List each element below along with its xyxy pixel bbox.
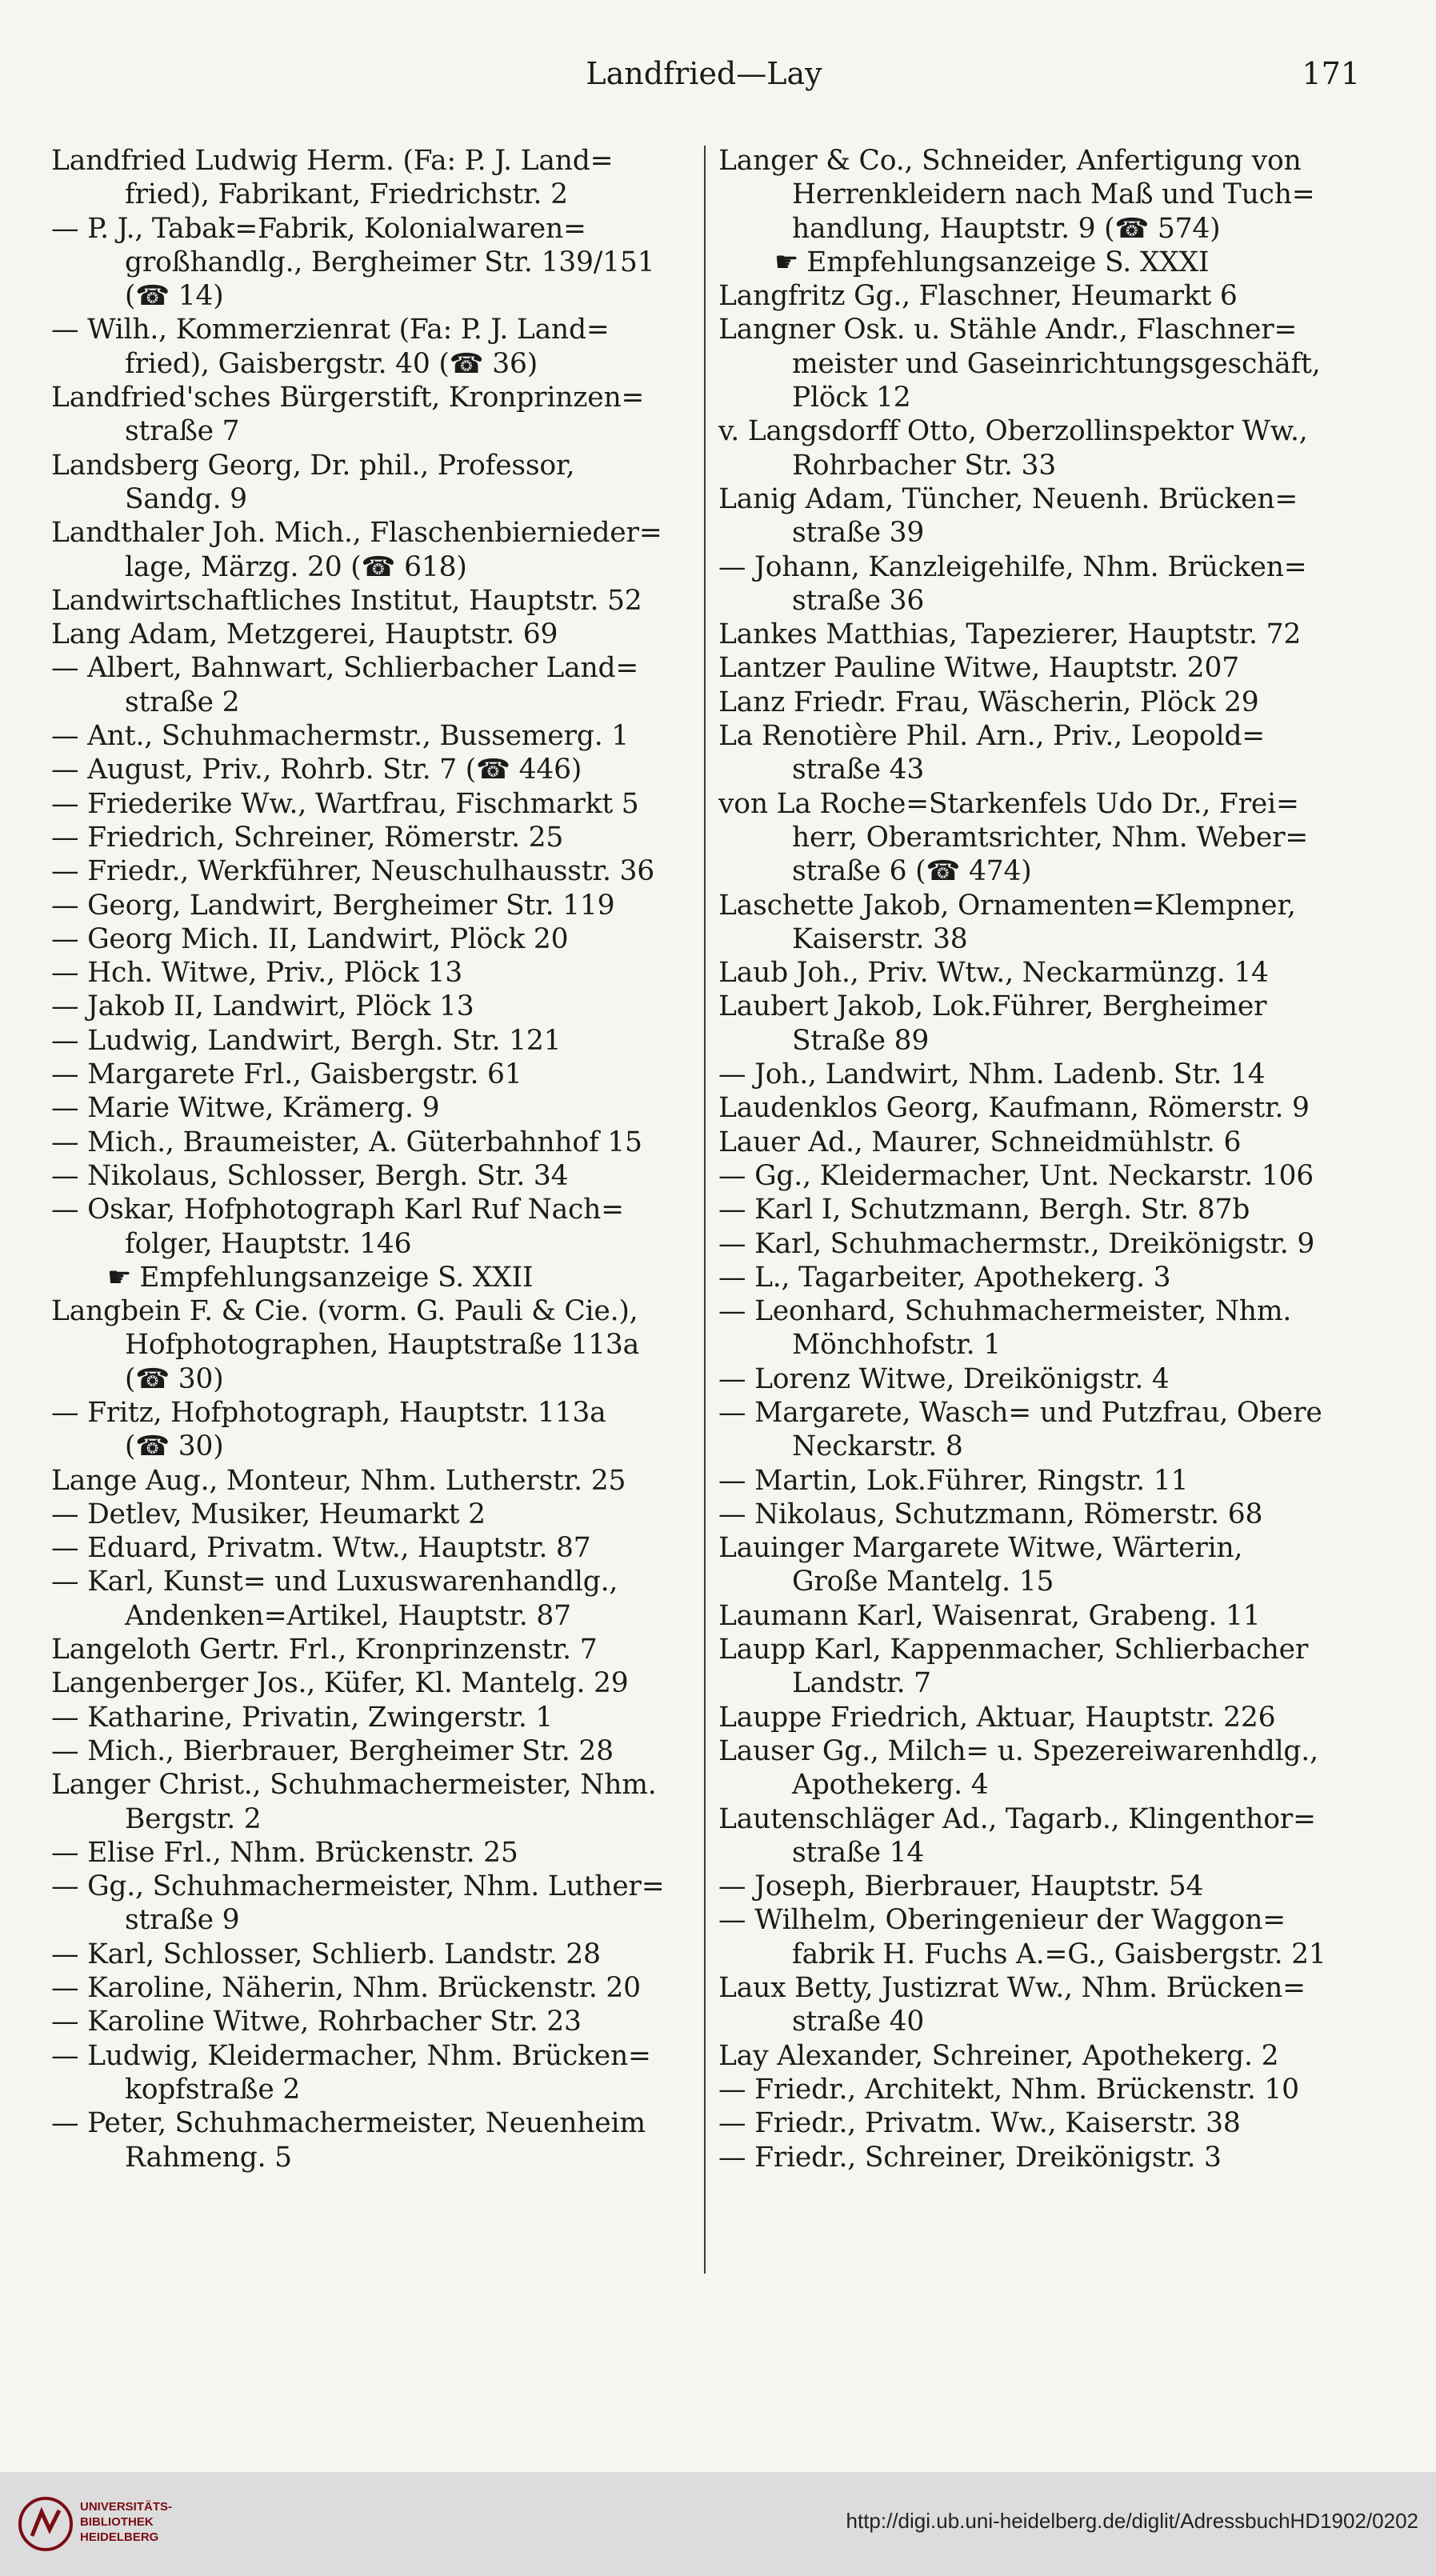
entry-continuation-line: Rohrbacher Str. 33 bbox=[792, 449, 1056, 482]
entry-continuation-line: fabrik H. Fuchs A.=G., Gaisbergstr. 21 bbox=[792, 1938, 1326, 1970]
advertisement-notice bbox=[718, 246, 1368, 279]
directory-entry bbox=[51, 1971, 696, 2005]
directory-entry bbox=[718, 414, 1368, 482]
entry-line: Laudenklos Georg, Kaufmann, Römerstr. 9 bbox=[718, 1092, 1310, 1125]
library-line-1: UNIVERSITÄTS- bbox=[80, 2500, 173, 2514]
entry-continuation-line: Plöck 12 bbox=[792, 382, 911, 414]
directory-entry bbox=[718, 1058, 1368, 1091]
entry-line: — Georg, Landwirt, Bergheimer Str. 119 bbox=[51, 889, 615, 922]
directory-entry bbox=[51, 1498, 696, 1531]
page-title: Landfried—Lay bbox=[586, 56, 822, 91]
directory-entry bbox=[51, 990, 696, 1023]
directory-entry bbox=[51, 1938, 696, 1971]
directory-entry bbox=[718, 651, 1368, 685]
entry-continuation-line: fried), Fabrikant, Friedrichstr. 2 bbox=[125, 178, 568, 211]
directory-entry bbox=[718, 1734, 1368, 1802]
entry-continuation-line: (☎ 14) bbox=[125, 280, 224, 313]
entry-continuation-line: Andenken=Artikel, Hauptstr. 87 bbox=[125, 1599, 571, 1632]
entry-continuation-line: folger, Hauptstr. 146 bbox=[125, 1227, 412, 1260]
advertisement-notice bbox=[51, 1261, 696, 1294]
directory-entry bbox=[51, 651, 696, 719]
directory-entry bbox=[718, 1599, 1368, 1633]
directory-entry bbox=[718, 1498, 1368, 1531]
entry-continuation-line: straße 36 bbox=[792, 584, 925, 617]
entry-line: — Margarete, Wasch= und Putzfrau, Obere bbox=[718, 1396, 1322, 1429]
entry-line: — Gg., Kleidermacher, Unt. Neckarstr. 106 bbox=[718, 1159, 1314, 1192]
entry-continuation-line: Sandg. 9 bbox=[125, 482, 247, 515]
entry-continuation-line: kopfstraße 2 bbox=[125, 2073, 301, 2106]
entry-continuation-line: straße 14 bbox=[792, 1836, 925, 1869]
directory-entry bbox=[51, 1091, 696, 1125]
directory-entry bbox=[718, 1903, 1368, 1971]
entry-continuation-line: Straße 89 bbox=[792, 1024, 930, 1057]
entry-continuation-line: meister und Gaseinrichtungsgeschäft, bbox=[792, 347, 1321, 380]
entry-line: — Albert, Bahnwart, Schlierbacher Land= bbox=[51, 652, 639, 685]
entry-line: — Georg Mich. II, Landwirt, Plöck 20 bbox=[51, 922, 569, 955]
directory-entry bbox=[718, 313, 1368, 414]
directory-entry bbox=[718, 1701, 1368, 1734]
entry-line: — Katharine, Privatin, Zwingerstr. 1 bbox=[51, 1701, 554, 1734]
entry-continuation-line: straße 6 (☎ 474) bbox=[792, 855, 1032, 888]
entry-line: Lang Adam, Metzgerei, Hauptstr. 69 bbox=[51, 618, 558, 651]
entry-continuation-line: Bergstr. 2 bbox=[125, 1802, 262, 1835]
directory-entry bbox=[51, 1734, 696, 1768]
entry-continuation-line: (☎ 30) bbox=[125, 1430, 224, 1463]
entry-line: — August, Priv., Rohrb. Str. 7 (☎ 446) bbox=[51, 754, 582, 786]
running-head bbox=[48, 50, 1360, 98]
entry-line: — Mich., Bierbrauer, Bergheimer Str. 28 bbox=[51, 1734, 614, 1767]
entry-continuation-line: lage, Märzg. 20 (☎ 618) bbox=[125, 550, 467, 583]
entry-line: — Karl, Schuhmachermstr., Dreikönigstr. 9 bbox=[718, 1227, 1315, 1260]
entry-line: — Friedr., Werkführer, Neuschulhausstr. 36 bbox=[51, 855, 654, 888]
entry-line: Langfritz Gg., Flaschner, Heumarkt 6 bbox=[718, 280, 1238, 313]
entry-line: Laumann Karl, Waisenrat, Grabeng. 11 bbox=[718, 1599, 1261, 1632]
entry-line: — Karoline Witwe, Rohrbacher Str. 23 bbox=[51, 2006, 582, 2038]
entry-continuation-line: herr, Oberamtsrichter, Nhm. Weber= bbox=[792, 821, 1309, 854]
entry-line: Laux Betty, Justizrat Ww., Nhm. Brücken= bbox=[718, 1972, 1306, 2005]
directory-entry bbox=[51, 1768, 696, 1836]
directory-entry bbox=[718, 246, 1368, 279]
entry-line: Landwirtschaftliches Institut, Hauptstr. 52 bbox=[51, 584, 642, 617]
directory-entry bbox=[718, 1531, 1368, 1599]
notice-text: Empfehlungsanzeige S. XXXI bbox=[806, 246, 1210, 278]
entry-line: — Fritz, Hofphotograph, Hauptstr. 113a bbox=[51, 1396, 606, 1429]
right-column bbox=[718, 144, 1368, 2174]
directory-entry bbox=[718, 482, 1368, 550]
directory-entry bbox=[718, 686, 1368, 719]
entry-continuation-line: straße 9 bbox=[125, 1904, 240, 1937]
entry-continuation-line: Landstr. 7 bbox=[792, 1667, 931, 1700]
directory-entry bbox=[718, 1227, 1368, 1261]
directory-entry bbox=[51, 1058, 696, 1091]
entry-line: — Friedr., Architekt, Nhm. Brückenstr. 10 bbox=[718, 2073, 1299, 2106]
directory-entry bbox=[51, 1531, 696, 1565]
directory-entry bbox=[718, 1193, 1368, 1226]
directory-entry bbox=[51, 1294, 696, 1396]
directory-entry bbox=[51, 313, 696, 381]
directory-entry bbox=[51, 753, 696, 786]
directory-entry bbox=[51, 1261, 696, 1294]
entry-continuation-line: straße 7 bbox=[125, 415, 240, 448]
entry-line: — Lorenz Witwe, Dreikönigstr. 4 bbox=[718, 1362, 1170, 1395]
directory-entry bbox=[718, 1971, 1368, 2039]
entry-line: Landfried'sches Bürgerstift, Kronprinzen= bbox=[51, 382, 645, 414]
directory-entry bbox=[51, 1836, 696, 1870]
directory-entry bbox=[718, 1396, 1368, 1464]
entry-line: Landfried Ludwig Herm. (Fa: P. J. Land= bbox=[51, 145, 614, 177]
entry-continuation-line: straße 40 bbox=[792, 2006, 925, 2038]
directory-entry bbox=[718, 719, 1368, 787]
library-name bbox=[80, 2499, 172, 2545]
directory-entry bbox=[718, 279, 1368, 313]
directory-entry bbox=[51, 1633, 696, 1666]
directory-entry bbox=[718, 144, 1368, 246]
entry-line: — L., Tagarbeiter, Apothekerg. 3 bbox=[718, 1261, 1171, 1294]
directory-entry bbox=[718, 1633, 1368, 1701]
entry-line: — Johann, Kanzleigehilfe, Nhm. Brücken= bbox=[718, 550, 1307, 583]
entry-line: Langbein F. & Cie. (vorm. G. Pauli & Cie.), bbox=[51, 1295, 638, 1328]
entry-line: Laubert Jakob, Lok.Führer, Bergheimer bbox=[718, 990, 1267, 1023]
directory-entry bbox=[51, 449, 696, 517]
entry-line: — Karoline, Näherin, Nhm. Brückenstr. 20 bbox=[51, 1972, 641, 2005]
entry-continuation-line: Hofphotographen, Hauptstraße 113a bbox=[125, 1329, 640, 1362]
page-number: 171 bbox=[1302, 56, 1360, 91]
entry-continuation-line: straße 2 bbox=[125, 686, 240, 718]
directory-entry bbox=[51, 2039, 696, 2107]
directory-entry bbox=[51, 956, 696, 990]
entry-line: Lankes Matthias, Tapezierer, Hauptstr. 72 bbox=[718, 618, 1302, 651]
entry-line: — Leonhard, Schuhmachermeister, Nhm. bbox=[718, 1295, 1292, 1328]
entry-line: Lange Aug., Monteur, Nhm. Lutherstr. 25 bbox=[51, 1464, 626, 1497]
entry-line: Lautenschläger Ad., Tagarb., Klingenthor= bbox=[718, 1802, 1316, 1835]
directory-entry bbox=[51, 1565, 696, 1633]
directory-entry bbox=[51, 2005, 696, 2038]
entry-line: — Jakob II, Landwirt, Plöck 13 bbox=[51, 990, 474, 1023]
directory-entry bbox=[51, 584, 696, 618]
entry-line: Laub Joh., Priv. Wtw., Neckarmünzg. 14 bbox=[718, 957, 1269, 990]
entry-continuation-line: großhandlg., Bergheimer Str. 139/151 bbox=[125, 246, 655, 278]
entry-line: — Joh., Landwirt, Nhm. Ladenb. Str. 14 bbox=[718, 1058, 1266, 1091]
entry-continuation-line: straße 39 bbox=[792, 517, 925, 550]
entry-line: — P. J., Tabak=Fabrik, Kolonialwaren= bbox=[51, 212, 586, 245]
directory-entry bbox=[718, 1464, 1368, 1498]
entry-line: — Friederike Ww., Wartfrau, Fischmarkt 5 bbox=[51, 787, 639, 820]
directory-entry bbox=[718, 2141, 1368, 2174]
directory-entry bbox=[51, 1396, 696, 1464]
entry-line: — Gg., Schuhmachermeister, Nhm. Luther= bbox=[51, 1870, 665, 1903]
directory-entry bbox=[51, 1666, 696, 1700]
entry-line: Langeloth Gertr. Frl., Kronprinzenstr. 7 bbox=[51, 1634, 598, 1666]
entry-line: Lanz Friedr. Frau, Wäscherin, Plöck 29 bbox=[718, 686, 1259, 718]
directory-entry bbox=[718, 2106, 1368, 2140]
entry-line: Lantzer Pauline Witwe, Hauptstr. 207 bbox=[718, 652, 1240, 685]
entry-line: Lay Alexander, Schreiner, Apothekerg. 2 bbox=[718, 2039, 1279, 2072]
entry-line: Lanig Adam, Tüncher, Neuenh. Brücken= bbox=[718, 482, 1298, 515]
entry-line: Lauser Gg., Milch= u. Spezereiwarenhdlg., bbox=[718, 1734, 1318, 1767]
entry-continuation-line: handlung, Hauptstr. 9 (☎ 574) bbox=[792, 212, 1221, 245]
entry-line: — Friedr., Privatm. Ww., Kaiserstr. 38 bbox=[718, 2107, 1241, 2140]
column-divider bbox=[704, 146, 706, 2274]
entry-line: — Margarete Frl., Gaisbergstr. 61 bbox=[51, 1058, 522, 1091]
directory-entry bbox=[718, 1159, 1368, 1193]
entry-continuation-line: (☎ 30) bbox=[125, 1362, 224, 1395]
entry-line: — Nikolaus, Schutzmann, Römerstr. 68 bbox=[718, 1498, 1263, 1530]
entry-line: — Martin, Lok.Führer, Ringstr. 11 bbox=[718, 1464, 1189, 1497]
directory-entry bbox=[718, 618, 1368, 651]
entry-line: Langer & Co., Schneider, Anfertigung von bbox=[718, 145, 1302, 177]
entry-line: — Elise Frl., Nhm. Brückenstr. 25 bbox=[51, 1836, 518, 1869]
entry-line: Laschette Jakob, Ornamenten=Klempner, bbox=[718, 889, 1296, 922]
entry-line: — Hch. Witwe, Priv., Plöck 13 bbox=[51, 957, 463, 990]
entry-line: Lauer Ad., Maurer, Schneidmühlstr. 6 bbox=[718, 1126, 1242, 1158]
entry-continuation-line: Rahmeng. 5 bbox=[125, 2141, 292, 2174]
entry-line: Landsberg Georg, Dr. phil., Professor, bbox=[51, 449, 575, 482]
entry-line: Langenberger Jos., Küfer, Kl. Mantelg. 29 bbox=[51, 1667, 629, 1700]
entry-line: — Karl, Kunst= und Luxuswarenhandlg., bbox=[51, 1566, 618, 1598]
entry-continuation-line: straße 43 bbox=[792, 754, 925, 786]
entry-line: La Renotière Phil. Arn., Priv., Leopold= bbox=[718, 720, 1265, 753]
directory-entry bbox=[51, 1126, 696, 1159]
directory-entry bbox=[718, 956, 1368, 990]
entry-continuation-line: Neckarstr. 8 bbox=[792, 1430, 963, 1463]
entry-continuation-line: Herrenkleidern nach Maß und Tuch= bbox=[792, 178, 1315, 211]
directory-entry bbox=[51, 1193, 696, 1261]
entry-line: — Wilh., Kommerzienrat (Fa: P. J. Land= bbox=[51, 314, 610, 346]
entry-line: — Joseph, Bierbrauer, Hauptstr. 54 bbox=[718, 1870, 1204, 1903]
entry-line: — Mich., Braumeister, A. Güterbahnhof 15 bbox=[51, 1126, 642, 1158]
directory-entry bbox=[51, 1024, 696, 1058]
pointing-hand-icon: ☛ bbox=[774, 246, 799, 278]
source-url[interactable]: http://digi.ub.uni-heidelberg.de/diglit/AdressbuchHD1902/0202 bbox=[846, 2509, 1418, 2533]
directory-entry bbox=[718, 1261, 1368, 1294]
entry-line: v. Langsdorff Otto, Oberzollinspektor Ww., bbox=[718, 415, 1308, 448]
entry-line: — Wilhelm, Oberingenieur der Waggon= bbox=[718, 1904, 1286, 1937]
entry-line: Langer Christ., Schuhmachermeister, Nhm. bbox=[51, 1769, 657, 1802]
entry-line: — Friedr., Schreiner, Dreikönigstr. 3 bbox=[718, 2141, 1222, 2174]
entry-continuation-line: fried), Gaisbergstr. 40 (☎ 36) bbox=[125, 347, 538, 380]
directory-entry bbox=[51, 618, 696, 651]
footer-bar bbox=[0, 2472, 1436, 2576]
directory-entry bbox=[718, 1294, 1368, 1362]
directory-entry bbox=[51, 787, 696, 821]
directory-entry bbox=[718, 1126, 1368, 1159]
directory-entry bbox=[51, 1464, 696, 1498]
library-line-2: BIBLIOTHEK bbox=[80, 2515, 154, 2529]
directory-entry bbox=[718, 1870, 1368, 1903]
pointing-hand-icon: ☛ bbox=[107, 1261, 132, 1294]
directory-entry bbox=[51, 381, 696, 449]
directory-entry bbox=[51, 1701, 696, 1734]
entry-line: — Peter, Schuhmachermeister, Neuenheim bbox=[51, 2107, 646, 2140]
entry-line: — Nikolaus, Schlosser, Bergh. Str. 34 bbox=[51, 1159, 569, 1192]
directory-entry bbox=[51, 516, 696, 584]
entry-line: Lauinger Margarete Witwe, Wärterin, bbox=[718, 1532, 1243, 1565]
entry-continuation-line: Apothekerg. 4 bbox=[792, 1769, 989, 1802]
entry-continuation-line: Mönchhofstr. 1 bbox=[792, 1329, 1001, 1362]
university-seal-icon bbox=[18, 2496, 74, 2552]
directory-entry bbox=[51, 854, 696, 888]
library-line-3: HEIDELBERG bbox=[80, 2530, 159, 2544]
directory-entry bbox=[718, 1802, 1368, 1870]
directory-entry bbox=[718, 889, 1368, 957]
directory-entry bbox=[51, 889, 696, 922]
directory-entry bbox=[718, 787, 1368, 889]
directory-entry bbox=[718, 2073, 1368, 2106]
entry-line: — Ludwig, Landwirt, Bergh. Str. 121 bbox=[51, 1024, 562, 1057]
notice-text: Empfehlungsanzeige S. XXII bbox=[139, 1261, 534, 1294]
entry-continuation-line: Kaiserstr. 38 bbox=[792, 922, 968, 955]
entry-line: — Ludwig, Kleidermacher, Nhm. Brücken= bbox=[51, 2039, 651, 2072]
entry-continuation-line: Große Mantelg. 15 bbox=[792, 1566, 1054, 1598]
directory-entry bbox=[51, 821, 696, 854]
directory-entry bbox=[51, 212, 696, 314]
entry-line: — Oskar, Hofphotograph Karl Ruf Nach= bbox=[51, 1194, 624, 1226]
directory-entry bbox=[718, 2039, 1368, 2073]
directory-entry bbox=[51, 922, 696, 956]
entry-line: — Friedrich, Schreiner, Römerstr. 25 bbox=[51, 821, 564, 854]
entry-line: Landthaler Joh. Mich., Flaschenbiernieder= bbox=[51, 517, 662, 550]
directory-entry bbox=[51, 1870, 696, 1938]
entry-line: — Ant., Schuhmachermstr., Bussemerg. 1 bbox=[51, 720, 629, 753]
directory-entry bbox=[718, 550, 1368, 618]
entry-line: — Marie Witwe, Krämerg. 9 bbox=[51, 1092, 440, 1125]
directory-entry bbox=[718, 1362, 1368, 1396]
entry-line: — Karl I, Schutzmann, Bergh. Str. 87b bbox=[718, 1194, 1250, 1226]
entry-line: — Detlev, Musiker, Heumarkt 2 bbox=[51, 1498, 486, 1530]
entry-line: — Karl, Schlosser, Schlierb. Landstr. 28 bbox=[51, 1938, 601, 1970]
entry-line: — Eduard, Privatm. Wtw., Hauptstr. 87 bbox=[51, 1532, 591, 1565]
entry-line: von La Roche=Starkenfels Udo Dr., Frei= bbox=[718, 787, 1299, 820]
directory-entry bbox=[51, 719, 696, 753]
directory-entry bbox=[718, 1091, 1368, 1125]
directory-entry bbox=[51, 144, 696, 212]
left-column bbox=[51, 144, 696, 2174]
entry-line: Langner Osk. u. Stähle Andr., Flaschner= bbox=[718, 314, 1298, 346]
directory-entry bbox=[51, 1159, 696, 1193]
directory-entry bbox=[51, 2106, 696, 2174]
directory-entry bbox=[718, 990, 1368, 1058]
entry-line: Laupp Karl, Kappenmacher, Schlierbacher bbox=[718, 1634, 1309, 1666]
entry-line: Lauppe Friedrich, Aktuar, Hauptstr. 226 bbox=[718, 1701, 1276, 1734]
